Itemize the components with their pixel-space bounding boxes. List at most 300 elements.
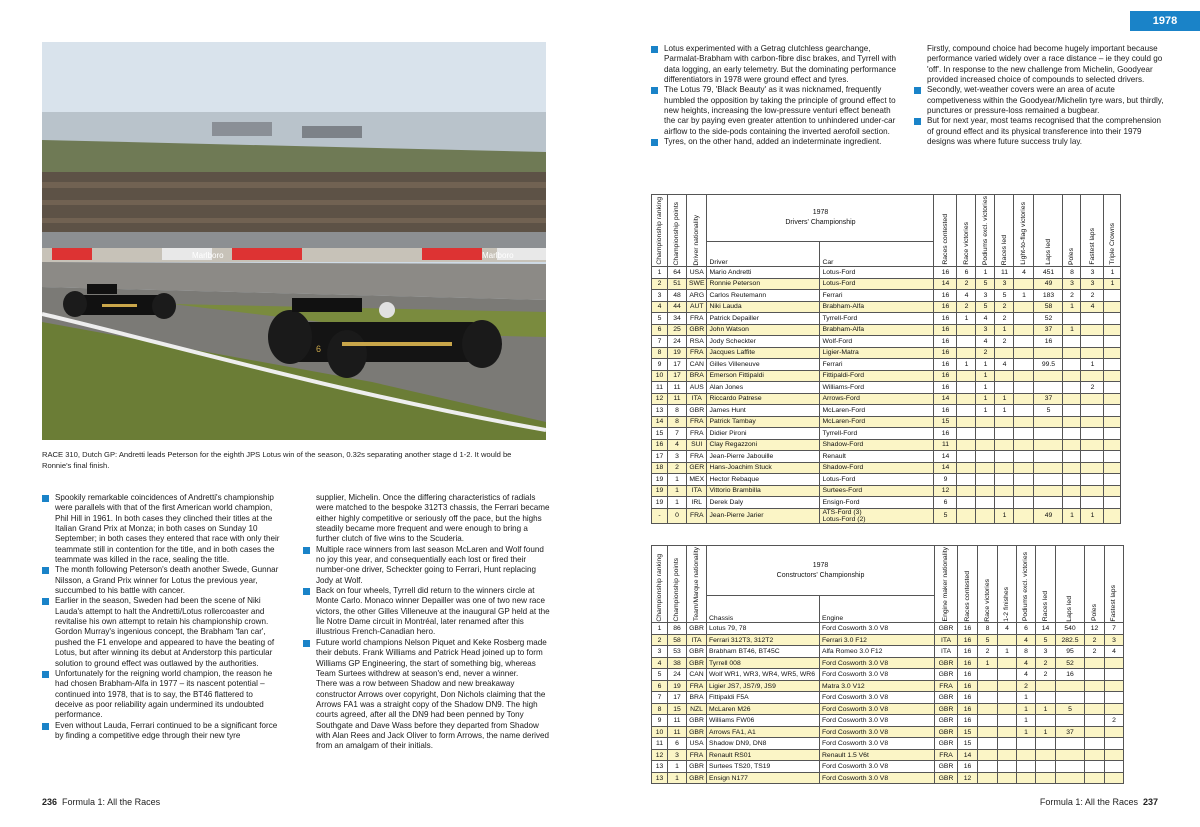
table-cell: 1 <box>668 474 687 486</box>
table-cell: Shadow DN9, DN8 <box>707 738 820 750</box>
table-cell <box>1014 336 1034 348</box>
table-cell: 1 <box>976 382 995 394</box>
table-cell: 1 <box>1063 324 1081 336</box>
table-cell: Matra 3.0 V12 <box>820 680 935 692</box>
table-cell <box>995 382 1014 394</box>
table-cell: 16 <box>958 669 978 681</box>
table-row <box>652 428 1121 440</box>
table-cell <box>976 462 995 474</box>
table-cell: 5 <box>934 508 957 523</box>
table-cell <box>957 324 976 336</box>
table-cell <box>957 405 976 417</box>
table-cell: 16 <box>934 290 957 302</box>
table-cell: GBR <box>687 657 707 669</box>
table-cell <box>1104 508 1121 523</box>
table-cell <box>1063 359 1081 371</box>
table-cell <box>998 692 1017 704</box>
drivers-table-header <box>652 195 1121 267</box>
table-cell: Fittipaldi F5A <box>707 692 820 704</box>
table-cell <box>1104 474 1121 486</box>
table-cell: AUS <box>687 382 707 394</box>
header-col-6-label: Races led <box>1000 234 1008 266</box>
table-cell: Ferrari <box>820 290 934 302</box>
table-cell: 1 <box>668 772 687 784</box>
header-col-2 <box>687 546 707 623</box>
header-col-2 <box>687 195 707 267</box>
table-cell: 58 <box>668 634 687 646</box>
sponsor-banner-left: Marlboro <box>192 251 224 260</box>
table-cell <box>998 738 1017 750</box>
paragraph: supplier, Michelin. Once the differing characteristics of radials were matched to the bespoke 312T3 chassis, the Ferrari became either highly competitive or seriously off the pace, but the highs steadily became more frequent and were enough to bring a further clutch of five wins to the Scuderia. <box>316 493 550 544</box>
table-cell <box>1081 485 1104 497</box>
table-cell <box>1014 462 1034 474</box>
table-cell: Ford Cosworth 3.0 V8 <box>820 726 935 738</box>
table-cell: Brabham BT46, BT45C <box>707 646 820 658</box>
table-cell <box>978 772 998 784</box>
table-cell: 1 <box>995 508 1014 523</box>
constructors-table-header <box>652 546 1124 623</box>
table-cell: 11 <box>668 382 687 394</box>
table-cell <box>1105 772 1124 784</box>
table-cell: 16 <box>1056 669 1085 681</box>
table-row <box>652 715 1124 727</box>
table-cell: Ferrari <box>820 359 934 371</box>
header-col-9-label: Laps led <box>1066 595 1074 622</box>
table-cell: Wolf WR1, WR3, WR4, WR5, WR6 <box>707 669 820 681</box>
table-cell: GBR <box>687 772 707 784</box>
table-row <box>652 669 1124 681</box>
table-cell <box>1036 680 1056 692</box>
table-cell: 14 <box>958 749 978 761</box>
table-cell <box>1105 749 1124 761</box>
table-cell: Jody Scheckter <box>707 336 820 348</box>
table-cell: GBR <box>935 657 958 669</box>
table-cell <box>1104 313 1121 325</box>
table-cell <box>995 451 1014 463</box>
table-cell: 15 <box>652 428 668 440</box>
table-row <box>652 324 1121 336</box>
table-cell: MEX <box>687 474 707 486</box>
table-row <box>652 761 1124 773</box>
table-row <box>652 278 1121 290</box>
header-col-8-label: Races led <box>1041 591 1049 622</box>
table-cell: 2 <box>1017 680 1036 692</box>
table-cell: Hector Rebaque <box>707 474 820 486</box>
table-cell: IRL <box>687 497 707 509</box>
table-cell: 14 <box>934 451 957 463</box>
table-cell <box>1034 474 1063 486</box>
table-cell: 19 <box>652 497 668 509</box>
right-column-2-list <box>914 44 1164 147</box>
table-cell: 9 <box>652 715 668 727</box>
table-cell: 183 <box>1034 290 1063 302</box>
table-cell: 8 <box>668 405 687 417</box>
table-cell: ITA <box>687 485 707 497</box>
table-cell <box>978 680 998 692</box>
table-cell: 53 <box>668 646 687 658</box>
table-cell <box>1034 382 1063 394</box>
table-cell: 11 <box>652 738 668 750</box>
table-cell: Ferrari 3.0 F12 <box>820 634 935 646</box>
table-cell <box>1034 485 1063 497</box>
table-cell <box>1104 497 1121 509</box>
table-cell: Tyrrell-Ford <box>820 428 934 440</box>
table-cell: 11 <box>668 393 687 405</box>
drivers-championship-table <box>651 194 1121 524</box>
table-cell: 64 <box>668 267 687 279</box>
table-cell <box>957 439 976 451</box>
table-cell <box>995 474 1014 486</box>
table-cell: 3 <box>652 646 668 658</box>
table-cell <box>978 703 998 715</box>
header-col-8 <box>1034 195 1063 267</box>
table-cell: 2 <box>976 347 995 359</box>
table-cell: 1 <box>957 359 976 371</box>
table-cell: 1 <box>668 761 687 773</box>
table-cell: Hans-Joachim Stuck <box>707 462 820 474</box>
table-cell <box>820 508 934 523</box>
table-cell <box>1014 393 1034 405</box>
table-cell: 2 <box>1105 715 1124 727</box>
table-cell <box>1017 738 1036 750</box>
table-cell <box>998 703 1017 715</box>
table-cell: 1 <box>998 646 1017 658</box>
table-cell: 282.5 <box>1056 634 1085 646</box>
table-cell: Tyrrell-Ford <box>820 313 934 325</box>
table-cell <box>978 669 998 681</box>
table-row <box>652 393 1121 405</box>
right-text-column-1 <box>651 44 901 147</box>
table-row <box>652 646 1124 658</box>
page-number-right: 237 <box>1142 797 1158 807</box>
table-cell <box>1063 347 1081 359</box>
table-cell: 1 <box>652 267 668 279</box>
table-cell: 16 <box>958 646 978 658</box>
table-cell: Jean-Pierre Jarier <box>707 508 820 523</box>
table-cell <box>1014 485 1034 497</box>
table-cell <box>976 497 995 509</box>
table-cell <box>995 370 1014 382</box>
table-cell <box>1063 485 1081 497</box>
table-cell <box>1085 715 1105 727</box>
table-cell <box>1105 692 1124 704</box>
table-cell <box>1104 370 1121 382</box>
table-cell: Ronnie Peterson <box>707 278 820 290</box>
header-col-7-label: Light-to-flag victories <box>1020 202 1028 266</box>
table-cell <box>1085 657 1105 669</box>
table-cell <box>1085 761 1105 773</box>
table-row <box>652 474 1121 486</box>
table-cell: 4 <box>652 301 668 313</box>
table-cell: 4 <box>652 657 668 669</box>
bullet-paragraph: Unfortunately for the reigning world champion, the reason he had chosen Brabham-Alfa in 1977 – its nascent potential – continued into 1978, that is to say, the BT46 flattered to deceive as poor reliability again undermined its undoubted performance. <box>42 669 282 721</box>
table-cell: FRA <box>687 347 707 359</box>
table-cell <box>1081 439 1104 451</box>
table-cell <box>1104 324 1121 336</box>
bullet-paragraph: Even without Lauda, Ferrari continued to be a significant force by finding a competitive edge through their new tyre <box>42 721 282 742</box>
table-cell: Brabham-Alfa <box>820 301 934 313</box>
table-cell: Carlos Reutemann <box>707 290 820 302</box>
table-cell: 7 <box>652 336 668 348</box>
table-cell-line: Lotus-Ford (2) <box>822 515 866 523</box>
table-cell: Renault RS01 <box>707 749 820 761</box>
table-cell <box>1081 336 1104 348</box>
table-cell <box>1034 370 1063 382</box>
table-cell <box>1081 324 1104 336</box>
table-row <box>652 749 1124 761</box>
table-cell: Fittipaldi-Ford <box>820 370 934 382</box>
table-row <box>652 726 1124 738</box>
bullet-paragraph: Future world champions Nelson Piquet and Keke Rosberg made their debuts. Frank Williams and Patrick Head joined up to form Williams GP Engineering, the start of something big, whereas Team Surtees withdrew at season's end, never a winner. <box>303 638 550 679</box>
table-cell: 11 <box>668 715 687 727</box>
table-cell <box>1104 359 1121 371</box>
table-cell: ITA <box>687 393 707 405</box>
table-cell: 3 <box>1036 646 1056 658</box>
table-cell: CAN <box>687 669 707 681</box>
table-cell <box>1081 416 1104 428</box>
table-cell <box>1104 301 1121 313</box>
table-cell <box>1056 772 1085 784</box>
bullet-paragraph: Multiple race winners from last season McLaren and Wolf found no joy this year, and consequentially each lost or fired their number-one driver, Scheckter going to Ferrari, Hunt replacing Jody at Wolf. <box>303 545 550 586</box>
bullet-paragraph: Back on four wheels, Tyrrell did return to the winners circle at Monte Carlo. Monaco winner Depailler was one of two new race victors, the other Gilles Villeneuve at the inaugural GP held at the Île Notre Dame circuit in Montréal, later renamed after this illustrious French-Canadian hero. <box>303 586 550 638</box>
table-cell: FRA <box>687 313 707 325</box>
table-cell: 6 <box>1017 623 1036 635</box>
table-cell: 16 <box>934 428 957 440</box>
table-cell: 1 <box>1081 359 1104 371</box>
table-cell <box>976 474 995 486</box>
table-cell <box>998 669 1017 681</box>
header-col-6-label: 1-2 finishes <box>1003 586 1011 622</box>
table-cell: GBR <box>935 623 958 635</box>
table-cell: 16 <box>934 267 957 279</box>
table-cell: 2 <box>957 278 976 290</box>
table-cell <box>1017 749 1036 761</box>
header-col-3 <box>935 546 958 623</box>
table-cell: 14 <box>934 278 957 290</box>
table-cell: 11 <box>934 439 957 451</box>
folio-left <box>42 797 160 807</box>
table-cell: 1 <box>1036 703 1056 715</box>
table-cell <box>1014 508 1034 523</box>
table-cell: Ford Cosworth 3.0 V8 <box>820 715 935 727</box>
table-cell: Jean-Pierre Jabouille <box>707 451 820 463</box>
table-cell: 1 <box>1104 267 1121 279</box>
table-cell <box>1017 772 1036 784</box>
table-cell: FRA <box>687 508 707 523</box>
table-cell: 2 <box>995 301 1014 313</box>
bullet-paragraph: Lotus experimented with a Getrag clutchless gearchange, Parmalat-Brabham with carbon-fibre disc brakes, and Tyrrell with data logging, an early telemetry. But the dominating performance differentiators in 1978 were ground effect and tyres. <box>651 44 901 85</box>
table-row <box>652 382 1121 394</box>
table-cell: 37 <box>1056 726 1085 738</box>
table-row <box>652 623 1124 635</box>
table-cell: 16 <box>934 359 957 371</box>
table-cell: Clay Regazzoni <box>707 439 820 451</box>
table-cell: 24 <box>668 669 687 681</box>
table-cell: 37 <box>1034 324 1063 336</box>
table-cell: Ferrari 312T3, 312T2 <box>707 634 820 646</box>
bullet-paragraph: Earlier in the season, Sweden had been the scene of Niki Lauda's attempt to halt the Andretti/Lotus rollercoaster and revitalise his own attempt to retain his championship crown. Gordon Murray's ingenious concept, the Brabham 'fan car', pushed the F1 envelope and appeared to have the beating of Lotus, but after winning its debut at Anderstorp this particular solution to ground effect was outlawed by the authorities. <box>42 596 282 668</box>
table-cell: 9 <box>652 359 668 371</box>
header-engine: Engine <box>820 596 935 623</box>
table-cell: 1 <box>1081 508 1104 523</box>
table-cell <box>957 370 976 382</box>
table-cell: 1 <box>1063 301 1081 313</box>
constructors-table-title <box>707 546 935 596</box>
table-cell <box>1014 359 1034 371</box>
table-cell: 10 <box>652 370 668 382</box>
table-cell: 8 <box>652 703 668 715</box>
header-col-5-label: Podiums excl. victories <box>981 196 989 266</box>
table-cell: 99.5 <box>1034 359 1063 371</box>
table-cell <box>995 347 1014 359</box>
table-cell: Patrick Tambay <box>707 416 820 428</box>
header-col-7 <box>1017 546 1036 623</box>
header-col-1 <box>668 195 687 267</box>
table-cell: Shadow-Ford <box>820 439 934 451</box>
left-text-column-1 <box>42 493 282 741</box>
table-cell: 4 <box>1017 657 1036 669</box>
table-cell: 5 <box>978 634 998 646</box>
table-cell: 11 <box>995 267 1014 279</box>
table-cell: 2 <box>1085 634 1105 646</box>
table-cell <box>998 726 1017 738</box>
table-cell: 16 <box>958 623 978 635</box>
table-cell: 4 <box>1017 669 1036 681</box>
table-cell: USA <box>687 738 707 750</box>
header-col-5 <box>978 546 998 623</box>
table-cell: 34 <box>668 313 687 325</box>
table-cell: 2 <box>1036 657 1056 669</box>
sponsor-banner-right: Marlboro <box>482 251 514 260</box>
header-col-10 <box>1081 195 1104 267</box>
bullet-paragraph: Secondly, wet-weather covers were an area of acute competiveness within the Goodyear/Michelin tyre wars, but thirdly, punctures or pressure-loss remained a bugbear. <box>914 85 1164 116</box>
table-cell <box>978 692 998 704</box>
table-cell: 16 <box>958 657 978 669</box>
header-col-6 <box>998 546 1017 623</box>
table-row <box>652 439 1121 451</box>
header-col-4-label: Races contested <box>963 570 971 622</box>
table-cell <box>1105 680 1124 692</box>
table-cell: 2 <box>652 634 668 646</box>
table-cell: Niki Lauda <box>707 301 820 313</box>
table-cell <box>995 428 1014 440</box>
table-cell: Arrows FA1, A1 <box>707 726 820 738</box>
header-col-11 <box>1105 546 1124 623</box>
table-cell: 17 <box>668 692 687 704</box>
bullet-paragraph: Tyres, on the other hand, added an indeterminate ingredient. <box>651 137 901 147</box>
table-cell: Lotus-Ford <box>820 474 934 486</box>
table-cell: Wolf-Ford <box>820 336 934 348</box>
table-cell: FRA <box>687 416 707 428</box>
table-cell: 16 <box>934 324 957 336</box>
table-cell: GER <box>687 462 707 474</box>
table-cell <box>1014 451 1034 463</box>
table-cell: Surtees-Ford <box>820 485 934 497</box>
table-cell <box>995 439 1014 451</box>
table-cell: 16 <box>934 370 957 382</box>
table-cell <box>1036 749 1056 761</box>
table-cell <box>1104 416 1121 428</box>
table-cell: 19 <box>668 347 687 359</box>
table-cell: 2 <box>995 313 1014 325</box>
bullet-paragraph: The month following Peterson's death another Swede, Gunnar Nilsson, a Grand Prix winner for Lotus the previous year, succumbed to his battle with cancer. <box>42 565 282 596</box>
table-cell: 8 <box>1063 267 1081 279</box>
header-col-9 <box>1056 546 1085 623</box>
drivers-table-name: Drivers' Championship <box>785 218 856 226</box>
table-cell: USA <box>687 267 707 279</box>
header-col-11-label: Triple Crowns <box>1108 223 1116 266</box>
paragraph: There was a row between Shadow and new breakaway constructor Arrows over copyright, Don Nichols claiming that the Arrows FA1 was a straight copy of the Shadow DN9. The high courts agreed, after all the DN9 had been penned by Tony Southgate and Dave Wass before they departed from Shadow with Alan Rees and Jack Oliver to form Arrows, the name derived from an amalgam of their initials. <box>316 679 550 751</box>
left-column-2-list <box>303 493 550 752</box>
table-cell <box>1034 428 1063 440</box>
table-row <box>652 772 1124 784</box>
table-cell <box>1056 680 1085 692</box>
header-col-7-label: Podiums excl. victories <box>1022 552 1030 622</box>
table-cell: 18 <box>652 462 668 474</box>
table-cell <box>976 439 995 451</box>
table-cell: 52 <box>1034 313 1063 325</box>
table-cell: ITA <box>935 634 958 646</box>
table-cell <box>1014 405 1034 417</box>
table-cell <box>1056 761 1085 773</box>
table-cell: 1 <box>1017 726 1036 738</box>
table-cell <box>1063 474 1081 486</box>
header-col-10-label: Poles <box>1090 604 1098 622</box>
table-cell: 1 <box>995 393 1014 405</box>
table-cell: AUT <box>687 301 707 313</box>
table-cell: 4 <box>1081 301 1104 313</box>
table-cell: McLaren-Ford <box>820 405 934 417</box>
table-cell: NZL <box>687 703 707 715</box>
year-tab: 1978 <box>1130 11 1200 31</box>
table-cell: 8 <box>652 347 668 359</box>
table-cell: 6 <box>957 267 976 279</box>
table-cell: ARG <box>687 290 707 302</box>
table-cell: 37 <box>1034 393 1063 405</box>
table-cell: 4 <box>998 623 1017 635</box>
table-cell <box>957 462 976 474</box>
table-cell: ITA <box>935 646 958 658</box>
table-cell: John Watson <box>707 324 820 336</box>
table-cell: 6 <box>934 497 957 509</box>
table-cell <box>995 416 1014 428</box>
table-cell <box>1085 680 1105 692</box>
header-col-4 <box>957 195 976 267</box>
table-cell: 4 <box>1105 646 1124 658</box>
table-row <box>652 347 1121 359</box>
table-cell: 2 <box>995 336 1014 348</box>
table-cell <box>1081 405 1104 417</box>
header-col-10 <box>1085 546 1105 623</box>
table-cell: 3 <box>995 278 1014 290</box>
table-cell: Patrick Depailler <box>707 313 820 325</box>
table-cell: 16 <box>934 347 957 359</box>
drivers-table-body <box>652 267 1121 524</box>
table-cell: 11 <box>668 726 687 738</box>
table-row <box>652 657 1124 669</box>
table-cell <box>957 382 976 394</box>
bullet-paragraph: The Lotus 79, 'Black Beauty' as it was nicknamed, frequently humbled the opposition by taking the principle of ground effect to new heights, increasing the low-pressure venturi effect beneath the car by paying even greater attention to unhindered under-car airflow to the side-pods containing the inverted aerofoil section. <box>651 85 901 137</box>
table-cell: FRA <box>687 680 707 692</box>
table-cell: 12 <box>652 393 668 405</box>
table-cell: 4 <box>995 359 1014 371</box>
table-cell: 0 <box>668 508 687 523</box>
table-cell <box>1063 428 1081 440</box>
table-cell: 1 <box>1017 703 1036 715</box>
table-cell <box>1063 405 1081 417</box>
table-cell: Renault <box>820 451 934 463</box>
table-cell <box>998 761 1017 773</box>
